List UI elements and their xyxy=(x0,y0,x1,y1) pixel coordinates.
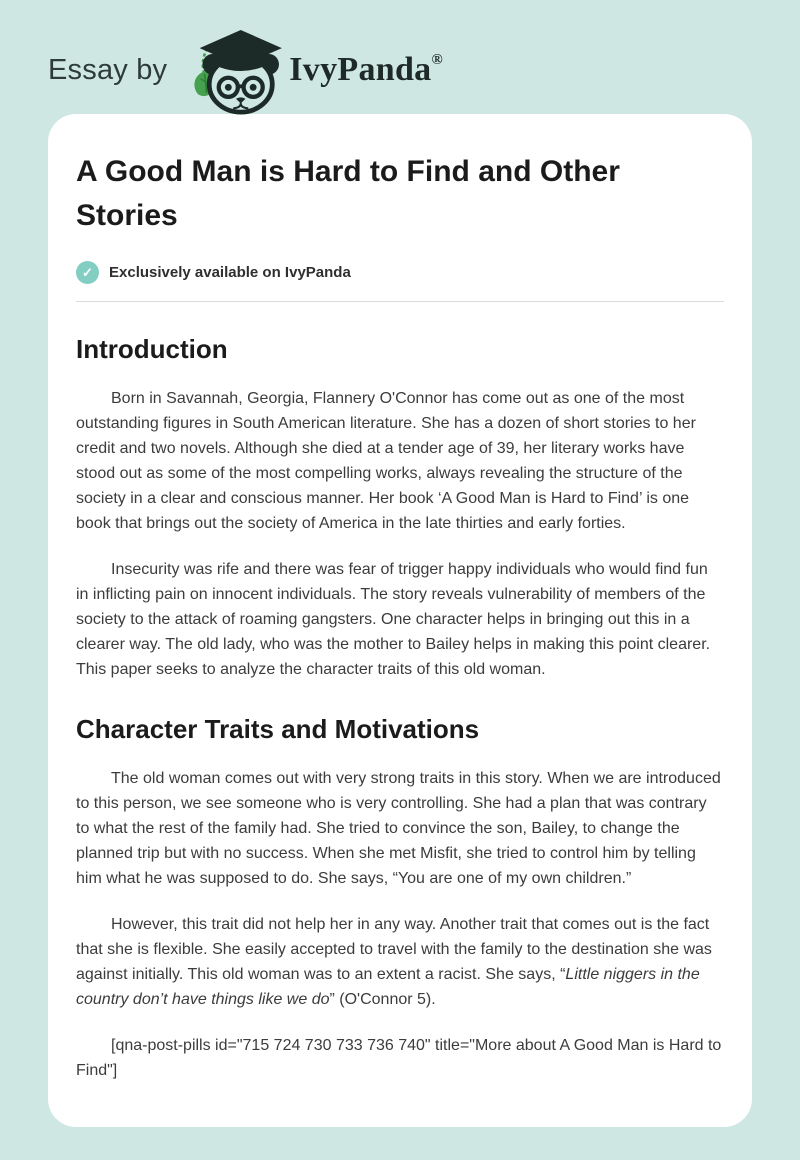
divider xyxy=(76,301,724,302)
essay-title: A Good Man is Hard to Find and Other Stories xyxy=(76,155,620,232)
ivypanda-logo-icon xyxy=(187,29,283,115)
quoted-citation-text: Little niggers in the country don’t have things like we do xyxy=(76,966,700,1008)
brand-text: IvyPanda xyxy=(289,51,432,88)
check-icon: ✓ xyxy=(76,261,99,284)
intro-paragraph-2: Insecurity was rife and there was fear of trigger happy individuals who would find fun in inflicting pain on innocent individuals. The story reveals vulnerability of members of the society to the attack of roaming gangsters. One character helps in bringing out this in a clearer way. The old lady, who was the mother to Bailey helps in making this point clearer. This paper seeks to analyze the character traits of this old woman. xyxy=(76,561,711,678)
intro-paragraph-1: Born in Savannah, Georgia, Flannery O'Connor has come out as one of the most outstanding figures in South American literature. She has a dozen of short stories to her credit and two novels. Although she died at a tender age of 39, her literary works have stood out as some of the most compelling works, always revealing the structure of the society in a clear and conscious manner. Her book ‘A Good Man is Hard to Find’ is one book that brings out the society of America in the late thirties and early forties. xyxy=(76,390,696,532)
header xyxy=(0,0,800,112)
section-heading-character-traits: Character Traits and Motivations xyxy=(76,714,480,744)
quote-paragraph-lead: However, this trait did not help her in any way. Another trait that comes out is the fact that she is flexible. She easily accepted to travel with the family to the destination she was against initially. This old woman was to an extent a racist. She says, “ xyxy=(76,916,712,983)
availability-row xyxy=(76,261,724,284)
shortcode-text: [qna-post-pills id="715 724 730 733 736 740" title="More about A Good Man is Hard to Find"] xyxy=(76,1037,722,1079)
character-paragraph-1: The old woman comes out with very strong traits in this story. When we are introduced to this person, we see someone who is very controlling. She had a plan that was contrary to what the rest of the family had. She tried to convince the son, Bailey, to change the planned trip but with no success. When she met Misfit, she tried to control him by telling him what he was supposed to do. She says, “You are one of my own children.” xyxy=(76,770,721,887)
registered-mark: ® xyxy=(431,52,443,68)
essay-card xyxy=(48,114,752,1127)
brand-name xyxy=(289,51,443,89)
quote-paragraph-tail: ” (O'Connor 5). xyxy=(329,991,436,1008)
section-heading-introduction: Introduction xyxy=(76,334,228,364)
availability-text: Exclusively available on IvyPanda xyxy=(109,264,351,281)
header-prefix: Essay by xyxy=(48,53,168,86)
character-paragraph-2 xyxy=(76,912,724,1012)
